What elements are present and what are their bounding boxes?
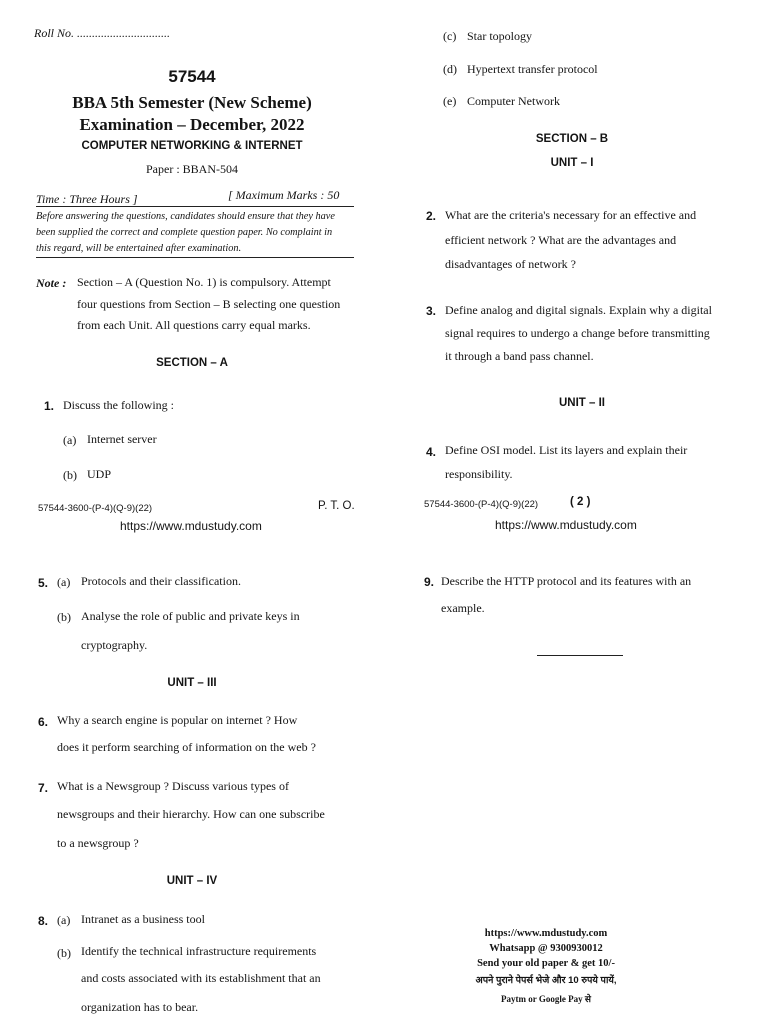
question-line: disadvantages of network ? (445, 257, 576, 271)
question-line: cryptography. (81, 638, 148, 652)
promo-offer: Send your old paper & get 10/- (477, 958, 615, 969)
part-text: Computer Network (467, 94, 560, 108)
footer-code: 57544-3600-(P-4)(Q-9)(22) (38, 503, 153, 514)
unit-heading: UNIT – II (558, 397, 605, 409)
part-label: (b) (63, 468, 77, 482)
part-label: (d) (443, 62, 457, 76)
paper-code: 57544 (168, 67, 216, 86)
footer-page-number: ( 2 ) (570, 496, 591, 508)
question-line: organization has to bear. (81, 1000, 199, 1014)
exam-title: Examination – December, 2022 (79, 115, 305, 134)
question-number: 3. (426, 304, 437, 318)
question-line: example. (441, 601, 485, 615)
part-label: (a) (63, 433, 77, 447)
question-line: Describe the HTTP protocol and its features with an (441, 574, 692, 588)
question-number: 5. (38, 576, 49, 590)
unit-heading: UNIT – IV (166, 875, 218, 887)
question-line: Define analog and digital signals. Explain why a digital (445, 303, 712, 317)
question-line: Why a search engine is popular on internet ? How (57, 713, 298, 727)
question-line: efficient network ? What are the advantages and (445, 233, 677, 247)
question-line: responsibility. (445, 467, 513, 481)
part-label: (a) (57, 913, 71, 927)
promo-payment: Paytm or Google Pay से (501, 994, 591, 1004)
part-text: Internet server (87, 432, 157, 446)
section-a-heading: SECTION – A (156, 357, 228, 369)
question-line: Analyse the role of public and private keys in (81, 609, 300, 623)
promo-hindi: अपने पुराने पेपर्स भेजे और 10 रुपये पायें, (475, 975, 617, 986)
question-line: and costs associated with its establishment that an (81, 971, 321, 985)
part-text: UDP (87, 467, 112, 481)
question-number: 1. (44, 399, 55, 413)
part-text: Star topology (467, 29, 532, 43)
part-text: Hypertext transfer protocol (467, 62, 598, 76)
time-label: Time : Three Hours ] (36, 192, 138, 206)
question-number: 4. (426, 445, 437, 459)
question-line: to a newsgroup ? (57, 836, 139, 850)
header-divider (36, 206, 354, 207)
instruction-line: this regard, will be entertained after examination. (36, 243, 242, 254)
question-number: 2. (426, 209, 437, 223)
part-label: (b) (57, 946, 71, 960)
unit-heading: UNIT – I (550, 157, 594, 169)
paper-number: Paper : BBAN-504 (146, 162, 238, 176)
question-line: signal requires to undergo a change before transmitting (445, 326, 710, 340)
note-label: Note : (36, 276, 67, 290)
end-divider (537, 655, 623, 656)
question-number: 9. (424, 575, 435, 589)
unit-heading: UNIT – III (167, 677, 217, 689)
instruction-divider (36, 257, 354, 258)
part-text: Protocols and their classification. (81, 574, 241, 588)
question-number: 7. (38, 781, 49, 795)
semester-title: BBA 5th Semester (New Scheme) (72, 93, 312, 112)
question-line: newsgroups and their hierarchy. How can one subscribe (57, 807, 325, 821)
promo-whatsapp: Whatsapp @ 9300930012 (489, 943, 603, 954)
note-line: Section – A (Question No. 1) is compulsory. Attempt (77, 275, 331, 289)
part-label: (a) (57, 575, 71, 589)
part-label: (b) (57, 610, 71, 624)
note-line: from each Unit. All questions carry equal marks. (77, 318, 311, 332)
instruction-line: been supplied the correct and complete question paper. No complaint in (36, 227, 333, 238)
question-number: 8. (38, 914, 49, 928)
part-label: (c) (443, 29, 457, 43)
roll-number: Roll No. ............................... (34, 26, 171, 40)
note-line: four questions from Section – B selecting one question (77, 297, 341, 311)
question-text: Discuss the following : (63, 398, 174, 412)
question-line: does it perform searching of information on the web ? (57, 740, 316, 754)
subject-title: COMPUTER NETWORKING & INTERNET (81, 140, 303, 152)
section-b-heading: SECTION – B (535, 133, 609, 145)
question-line: Identify the technical infrastructure requirements (81, 944, 317, 958)
promo-url[interactable]: https://www.mdustudy.com (484, 928, 608, 939)
question-line: What is a Newsgroup ? Discuss various types of (57, 779, 289, 793)
part-label: (e) (443, 94, 457, 108)
question-number: 6. (38, 715, 49, 729)
question-line: What are the criteria's necessary for an effective and (445, 208, 697, 222)
footer-url[interactable]: https://www.mdustudy.com (120, 519, 262, 533)
question-line: it through a band pass channel. (445, 349, 594, 363)
part-text: Intranet as a business tool (81, 912, 205, 926)
footer-pto: P. T. O. (318, 500, 355, 512)
footer-url[interactable]: https://www.mdustudy.com (495, 518, 637, 532)
question-line: Define OSI model. List its layers and explain their (445, 443, 688, 457)
footer-code: 57544-3600-(P-4)(Q-9)(22) (424, 499, 539, 510)
instruction-line: Before answering the questions, candidates should ensure that they have (36, 211, 335, 222)
max-marks-label: [ Maximum Marks : 50 (228, 188, 340, 202)
